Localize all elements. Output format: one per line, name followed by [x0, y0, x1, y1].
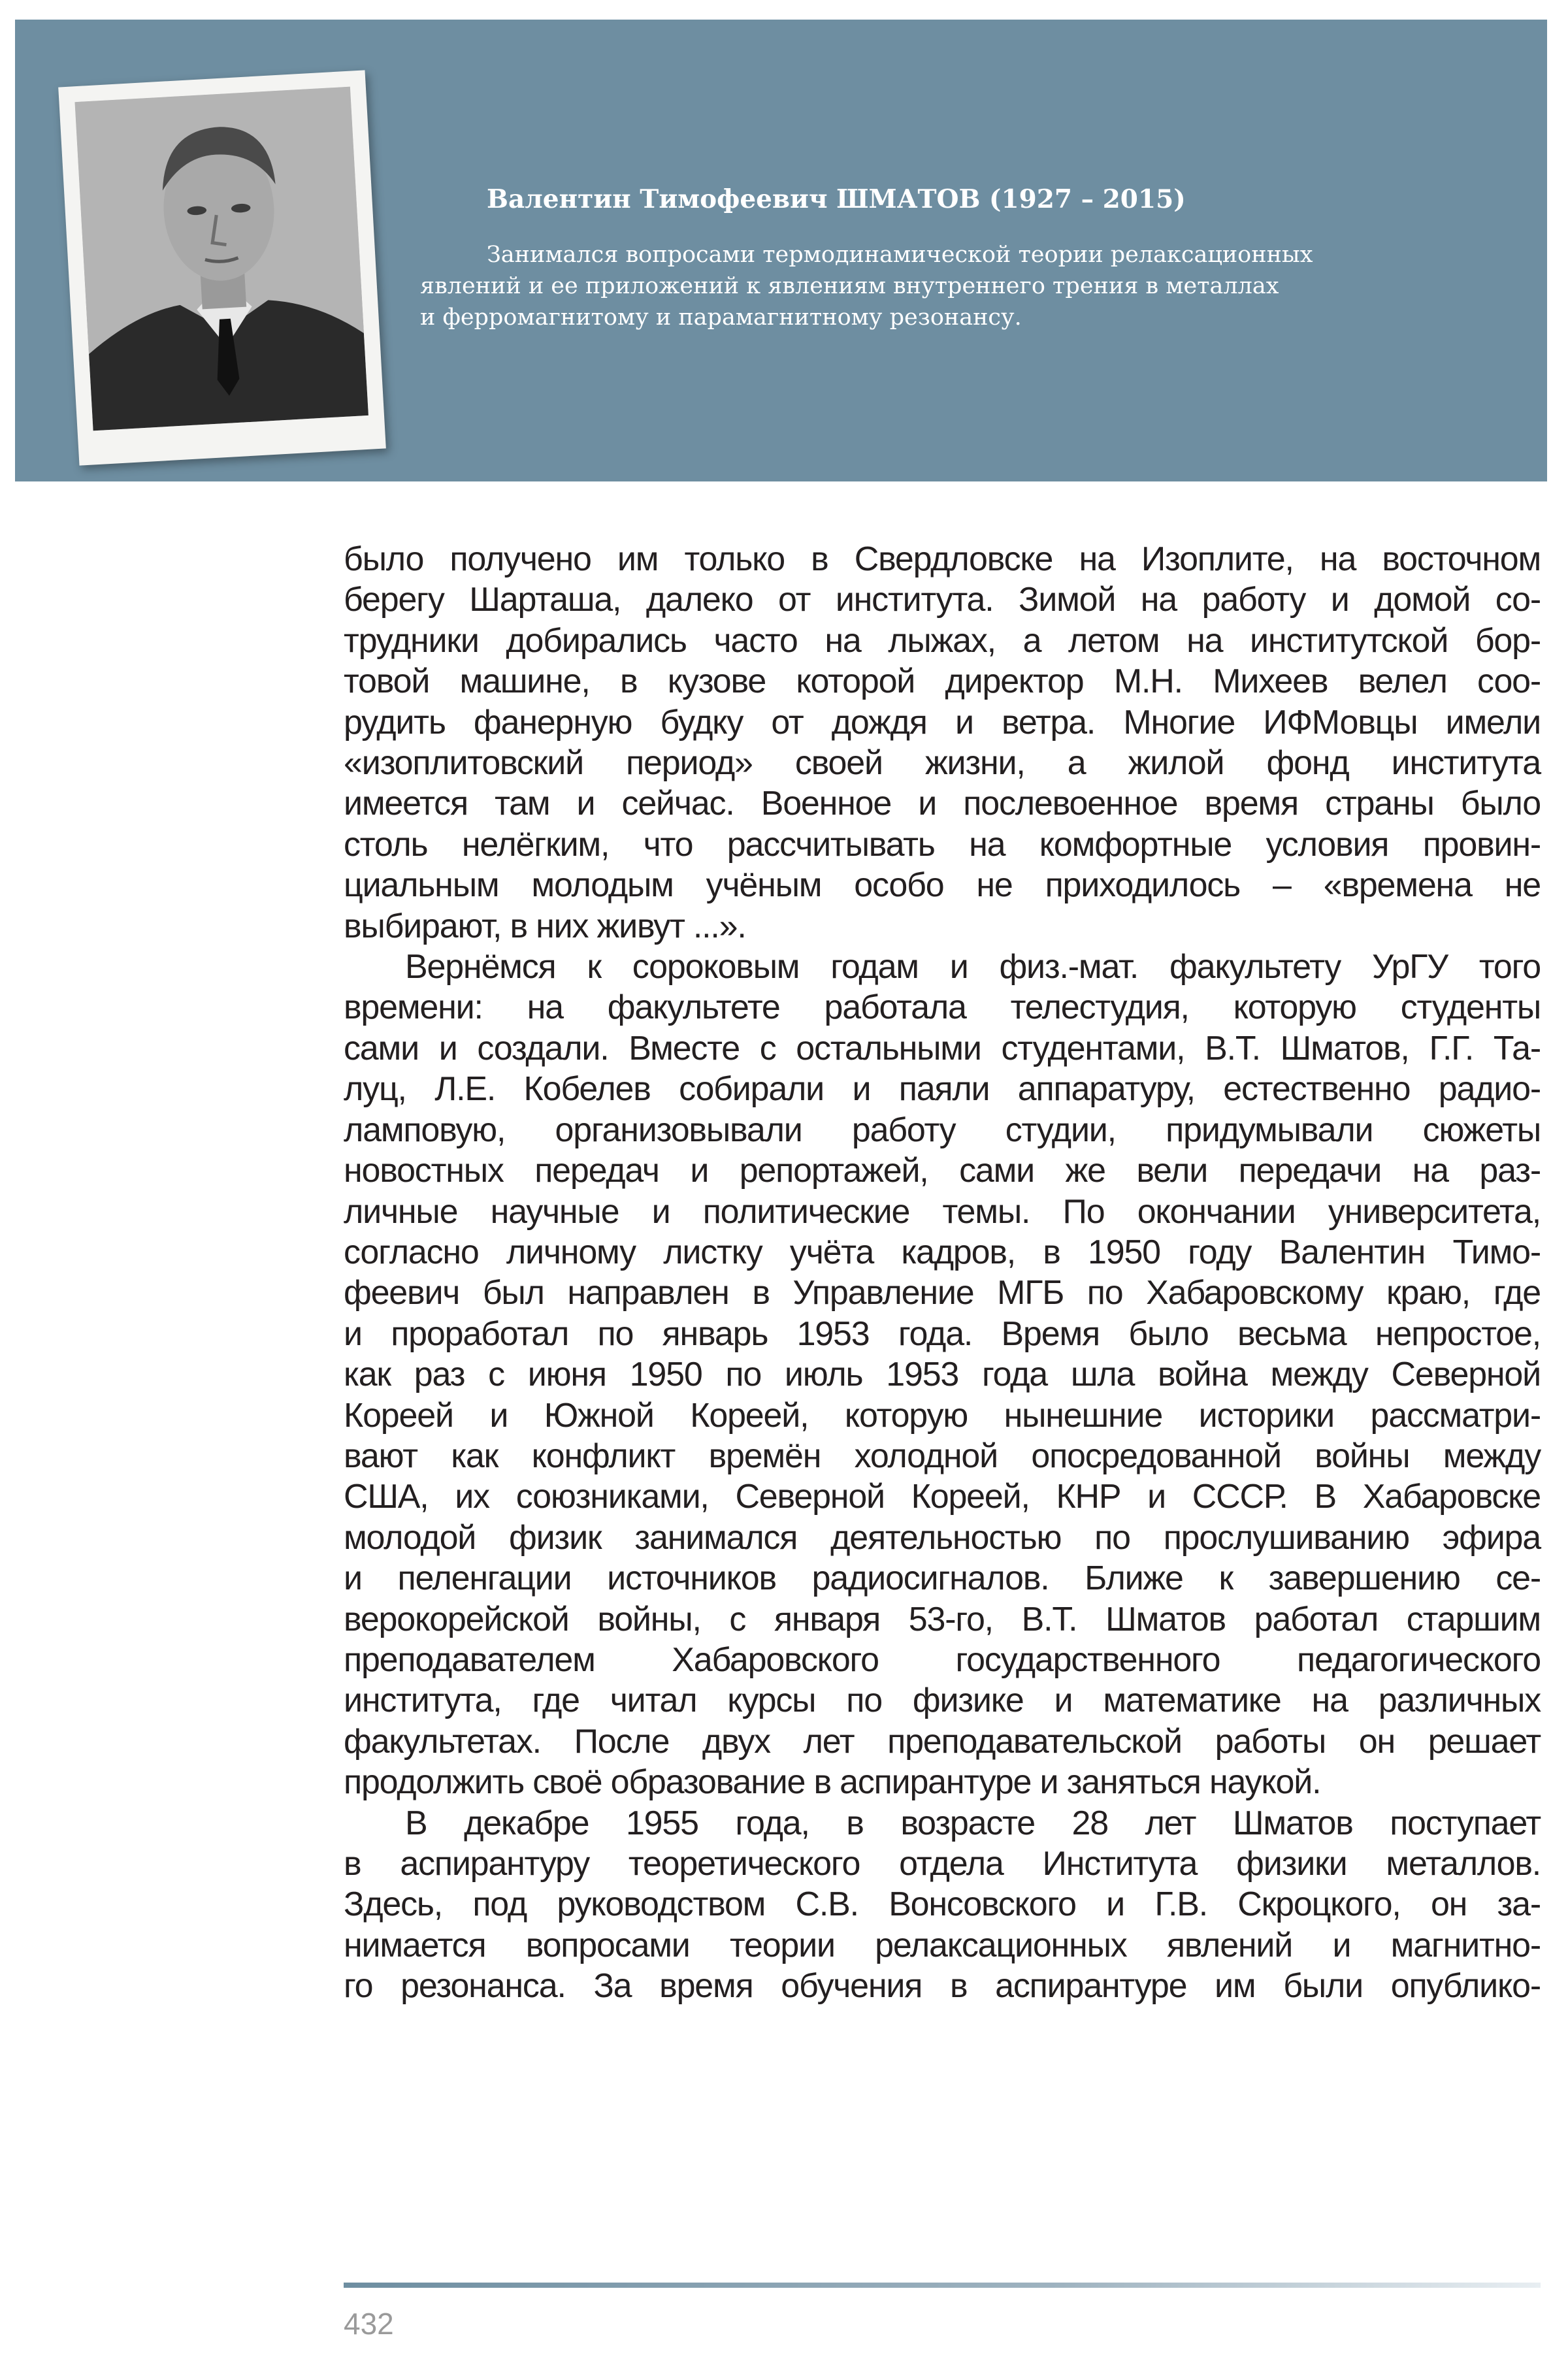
page-number: 432 [344, 2307, 394, 2341]
bio-line: явлений и ее приложений к явлениям внутреннего трения в металлах [420, 273, 1279, 299]
body-line: молодой физик занимался деятельностью по прослушиванию эфира [344, 1518, 1541, 1557]
body-line: института, где читал курсы по физике и математике на различных [344, 1682, 1541, 1720]
body-line: го резонанса. За время обучения в аспирантуре им были опублико- [344, 1967, 1541, 2006]
body-line: новостных передач и репортажей, сами же вели передачи на раз- [344, 1152, 1541, 1190]
body-line: в аспирантуру теоретического отдела Института физики металлов. [344, 1845, 1541, 1883]
body-line: нимается вопросами теории релаксационных явлений и магнитно- [344, 1926, 1541, 1964]
body-line: преподавателем Хабаровского государственного педагогического [344, 1640, 1541, 1679]
body-line: и проработал по январь 1953 года. Время было весьма непростое, [344, 1314, 1541, 1353]
body-line: вают как конфликт времён холодной опосредованной войны между [344, 1437, 1541, 1475]
body-line: берегу Шарташа, далеко от института. Зимой на работу и домой со- [344, 581, 1541, 619]
portrait-photo-frame [58, 70, 386, 465]
body-line: «изоплитовский период» своей жизни, а жилой фонд института [344, 744, 1541, 783]
body-line: США, их союзниками, Северной Кореей, КНР и СССР. В Хабаровске [344, 1478, 1541, 1516]
body-line: Кореей и Южной Кореей, которую нынешние историки рассматри- [344, 1396, 1541, 1435]
body-line: и пеленгации источников радиосигналов. Ближе к завершению се- [344, 1559, 1541, 1598]
body-line: выбирают, в них живут ...». [344, 907, 746, 945]
body-line: луц, Л.Е. Кобелев собирали и паяли аппаратуру, естественно радио- [344, 1070, 1541, 1109]
body-line: столь нелёгким, что рассчитывать на комфортные условия провин- [344, 825, 1541, 864]
body-line: феевич был направлен в Управление МГБ по Хабаровскому краю, где [344, 1274, 1541, 1312]
body-line: факультетах. После двух лет преподавательской работы он решает [344, 1722, 1541, 1761]
bio-name-heading: Валентин Тимофеевич ШМАТОВ (1927 – 2015) [487, 184, 1186, 214]
body-line: рудить фанерную будку от дождя и ветра. Многие ИФМовцы имели [344, 703, 1541, 741]
body-line: согласно личному листку учёта кадров, в 1950 году Валентин Тимо- [344, 1233, 1541, 1271]
body-line: В декабре 1955 года, в возрасте 28 лет Шматов поступает [405, 1804, 1541, 1842]
body-line: трудники добирались часто на лыжах, а летом на институтской бор- [344, 621, 1541, 660]
bio-line: и ферромагнитому и парамагнитному резонансу. [420, 304, 1022, 331]
body-line: продолжить своё образование в аспирантуре и заняться наукой. [344, 1763, 1321, 1802]
body-line: Вернёмся к сороковым годам и физ.-мат. факультету УрГУ того [405, 948, 1541, 986]
body-line: товой машине, в кузове которой директор М.Н. Михеев велел соо- [344, 662, 1541, 701]
body-line: сами и создали. Вместе с остальными студентами, В.Т. Шматов, Г.Г. Та- [344, 1029, 1541, 1067]
bio-line: Занимался вопросами термодинамической теории релаксационных [487, 242, 1313, 268]
body-line: как раз с июня 1950 по июль 1953 года шла война между Северной [344, 1356, 1541, 1394]
portrait-photo [74, 87, 368, 431]
header-banner [15, 20, 1547, 481]
bio-description [420, 239, 1492, 333]
body-line: верокорейской войны, с января 53-го, В.Т. Шматов работал старшим [344, 1600, 1541, 1638]
body-line: циальным молодым учёным особо не приходилось – «времена не [344, 866, 1541, 905]
body-line: личные научные и политические темы. По окончании университета, [344, 1192, 1541, 1231]
article-body [344, 539, 1541, 2007]
body-line: ламповую, организовывали работу студии, придумывали сюжеты [344, 1111, 1541, 1149]
body-line: Здесь, под руководством С.В. Вонсовского и Г.В. Скроцкого, он за- [344, 1885, 1541, 1924]
portrait-illustration [74, 87, 368, 431]
body-line: было получено им только в Свердловске на Изоплите, на восточном [344, 540, 1541, 578]
footer-divider [344, 2283, 1541, 2288]
body-line: имеется там и сейчас. Военное и послевоенное время страны было [344, 785, 1541, 823]
body-line: времени: на факультете работала телестудия, которую студенты [344, 988, 1541, 1027]
